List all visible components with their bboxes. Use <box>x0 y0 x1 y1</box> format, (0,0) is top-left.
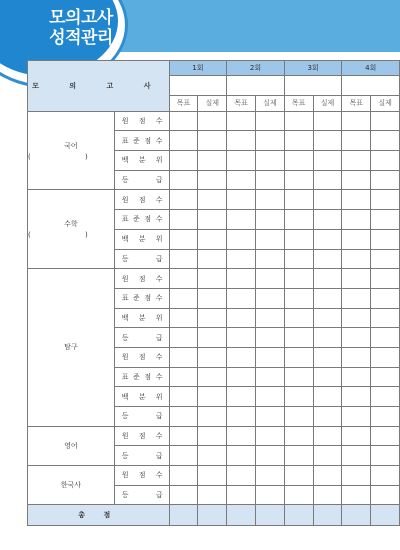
score-cell[interactable] <box>313 229 342 249</box>
score-cell[interactable] <box>342 387 371 407</box>
score-cell[interactable] <box>284 151 313 171</box>
score-cell[interactable] <box>227 269 256 289</box>
score-cell[interactable] <box>371 210 400 230</box>
score-cell[interactable] <box>284 485 313 505</box>
metric-percentile: 백 분 위 <box>114 151 169 171</box>
score-cell[interactable] <box>313 170 342 190</box>
total-cell[interactable] <box>198 505 227 526</box>
score-cell[interactable] <box>255 426 284 446</box>
grade-table <box>27 60 400 526</box>
score-cell[interactable] <box>342 170 371 190</box>
total-cell[interactable] <box>371 505 400 526</box>
score-cell[interactable] <box>255 288 284 308</box>
metric-raw: 원 점 수 <box>114 466 169 486</box>
score-cell[interactable] <box>284 466 313 486</box>
score-cell[interactable] <box>227 229 256 249</box>
score-cell[interactable] <box>227 485 256 505</box>
score-cell[interactable] <box>198 308 227 328</box>
score-cell[interactable] <box>371 308 400 328</box>
score-cell[interactable] <box>198 466 227 486</box>
score-cell[interactable] <box>227 426 256 446</box>
score-cell[interactable] <box>198 288 227 308</box>
score-cell[interactable] <box>198 407 227 427</box>
score-cell[interactable] <box>169 269 198 289</box>
score-cell[interactable] <box>169 328 198 348</box>
subject-korean-name: 국어 <box>64 141 78 150</box>
score-cell[interactable] <box>371 249 400 269</box>
metric-percentile: 백 분 위 <box>114 387 169 407</box>
score-cell[interactable] <box>313 328 342 348</box>
score-cell[interactable] <box>371 466 400 486</box>
metric-raw: 원 점 수 <box>114 111 169 131</box>
score-cell[interactable] <box>169 151 198 171</box>
score-cell[interactable] <box>169 249 198 269</box>
score-cell[interactable] <box>169 190 198 210</box>
round-4-header: 4회 <box>342 61 400 76</box>
score-cell[interactable] <box>284 288 313 308</box>
score-cell[interactable] <box>198 328 227 348</box>
metric-raw: 원 점 수 <box>114 269 169 289</box>
score-cell[interactable] <box>313 210 342 230</box>
score-cell[interactable] <box>371 485 400 505</box>
actual-header: 실제 <box>371 95 400 111</box>
score-cell[interactable] <box>313 367 342 387</box>
metric-raw: 원 점 수 <box>114 190 169 210</box>
subject-history <box>28 466 115 505</box>
score-cell[interactable] <box>169 446 198 466</box>
score-cell[interactable] <box>227 131 256 151</box>
score-cell[interactable] <box>227 387 256 407</box>
score-cell[interactable] <box>255 387 284 407</box>
score-cell[interactable] <box>342 328 371 348</box>
score-cell[interactable] <box>342 347 371 367</box>
subject-english <box>28 426 115 465</box>
score-cell[interactable] <box>227 347 256 367</box>
score-cell[interactable] <box>227 466 256 486</box>
score-cell[interactable] <box>371 111 400 131</box>
score-cell[interactable] <box>227 288 256 308</box>
score-cell[interactable] <box>342 446 371 466</box>
total-cell[interactable] <box>342 505 371 526</box>
score-cell[interactable] <box>227 308 256 328</box>
score-cell[interactable] <box>313 249 342 269</box>
score-cell[interactable] <box>198 269 227 289</box>
score-cell[interactable] <box>227 190 256 210</box>
score-cell[interactable] <box>227 249 256 269</box>
score-cell[interactable] <box>198 426 227 446</box>
subject-inquiry <box>28 269 115 427</box>
score-cell[interactable] <box>227 111 256 131</box>
score-cell[interactable] <box>342 151 371 171</box>
goal-header: 목표 <box>342 95 371 111</box>
score-cell[interactable] <box>284 347 313 367</box>
score-cell[interactable] <box>313 131 342 151</box>
score-cell[interactable] <box>198 485 227 505</box>
score-cell[interactable] <box>371 426 400 446</box>
score-cell[interactable] <box>371 131 400 151</box>
title-line-2: 성적관리 <box>49 28 113 48</box>
score-cell[interactable] <box>169 229 198 249</box>
score-cell[interactable] <box>313 308 342 328</box>
score-cell[interactable] <box>284 426 313 446</box>
score-cell[interactable] <box>371 407 400 427</box>
metric-standard: 표 준 점 수 <box>114 210 169 230</box>
score-cell[interactable] <box>227 446 256 466</box>
round-2-date-cell[interactable] <box>227 76 285 96</box>
score-cell[interactable] <box>284 131 313 151</box>
score-cell[interactable] <box>371 446 400 466</box>
round-3-date-cell[interactable] <box>284 76 342 96</box>
score-cell[interactable] <box>169 387 198 407</box>
score-cell[interactable] <box>313 426 342 446</box>
score-cell[interactable] <box>169 288 198 308</box>
metric-percentile: 백 분 위 <box>114 308 169 328</box>
page-title <box>40 8 122 48</box>
metric-grade: 등 급 <box>114 249 169 269</box>
metric-standard: 표 준 점 수 <box>114 288 169 308</box>
score-cell[interactable] <box>227 210 256 230</box>
metric-grade: 등 급 <box>114 485 169 505</box>
score-cell[interactable] <box>255 210 284 230</box>
exam-header-cell <box>28 61 170 112</box>
score-cell[interactable] <box>313 466 342 486</box>
score-cell[interactable] <box>313 407 342 427</box>
metric-standard: 표 준 점 수 <box>114 367 169 387</box>
score-cell[interactable] <box>371 367 400 387</box>
score-cell[interactable] <box>342 269 371 289</box>
score-cell[interactable] <box>169 170 198 190</box>
score-cell[interactable] <box>255 466 284 486</box>
score-cell[interactable] <box>284 269 313 289</box>
score-cell[interactable] <box>284 170 313 190</box>
score-cell[interactable] <box>169 367 198 387</box>
metric-grade: 등 급 <box>114 328 169 348</box>
goal-header: 목표 <box>227 95 256 111</box>
score-cell[interactable] <box>198 347 227 367</box>
score-cell[interactable] <box>284 407 313 427</box>
score-cell[interactable] <box>284 387 313 407</box>
score-cell[interactable] <box>371 269 400 289</box>
score-cell[interactable] <box>371 288 400 308</box>
score-cell[interactable] <box>255 485 284 505</box>
score-cell[interactable] <box>342 485 371 505</box>
score-cell[interactable] <box>342 210 371 230</box>
score-cell[interactable] <box>255 308 284 328</box>
score-cell[interactable] <box>255 347 284 367</box>
subject-math-name: 수학 <box>64 220 78 229</box>
score-cell[interactable] <box>313 485 342 505</box>
score-cell[interactable] <box>169 111 198 131</box>
goal-header: 목표 <box>169 95 198 111</box>
score-cell[interactable] <box>342 111 371 131</box>
score-cell[interactable] <box>255 367 284 387</box>
score-cell[interactable] <box>313 288 342 308</box>
score-cell[interactable] <box>169 485 198 505</box>
score-cell[interactable] <box>169 466 198 486</box>
score-cell[interactable] <box>313 269 342 289</box>
score-cell[interactable] <box>255 170 284 190</box>
subject-math-paren: ( ) <box>28 231 114 240</box>
total-cell[interactable] <box>227 505 256 526</box>
score-cell[interactable] <box>371 229 400 249</box>
score-cell[interactable] <box>198 446 227 466</box>
score-cell[interactable] <box>198 190 227 210</box>
score-cell[interactable] <box>342 249 371 269</box>
metric-percentile: 백 분 위 <box>114 229 169 249</box>
score-cell[interactable] <box>284 229 313 249</box>
score-cell[interactable] <box>227 407 256 427</box>
score-cell[interactable] <box>284 210 313 230</box>
score-cell[interactable] <box>255 269 284 289</box>
score-cell[interactable] <box>198 131 227 151</box>
subject-math <box>28 190 115 269</box>
score-cell[interactable] <box>169 426 198 446</box>
actual-header: 실제 <box>198 95 227 111</box>
score-cell[interactable] <box>342 426 371 446</box>
score-cell[interactable] <box>342 367 371 387</box>
total-cell[interactable] <box>169 505 198 526</box>
score-cell[interactable] <box>227 328 256 348</box>
score-cell[interactable] <box>371 170 400 190</box>
score-cell[interactable] <box>284 249 313 269</box>
score-cell[interactable] <box>284 308 313 328</box>
score-cell[interactable] <box>342 288 371 308</box>
score-cell[interactable] <box>255 111 284 131</box>
score-cell[interactable] <box>198 249 227 269</box>
subject-korean-paren: ( ) <box>28 152 114 161</box>
score-cell[interactable] <box>255 229 284 249</box>
goal-header: 목표 <box>284 95 313 111</box>
metric-raw: 원 점 수 <box>114 426 169 446</box>
subject-inquiry-name: 탐구 <box>64 343 78 352</box>
metric-raw: 원 점 수 <box>114 347 169 367</box>
score-cell[interactable] <box>169 131 198 151</box>
round-1-date-cell[interactable] <box>169 76 227 96</box>
score-cell[interactable] <box>313 151 342 171</box>
total-cell[interactable] <box>284 505 313 526</box>
score-cell[interactable] <box>198 229 227 249</box>
round-3-header: 3회 <box>284 61 342 76</box>
score-cell[interactable] <box>227 367 256 387</box>
round-2-header: 2회 <box>227 61 285 76</box>
score-cell[interactable] <box>342 308 371 328</box>
score-cell[interactable] <box>342 229 371 249</box>
score-cell[interactable] <box>255 407 284 427</box>
score-cell[interactable] <box>227 151 256 171</box>
score-cell[interactable] <box>255 328 284 348</box>
score-cell[interactable] <box>342 190 371 210</box>
score-cell[interactable] <box>169 347 198 367</box>
score-cell[interactable] <box>342 466 371 486</box>
score-cell[interactable] <box>255 131 284 151</box>
title-line-1: 모의고사 <box>49 8 113 28</box>
score-cell[interactable] <box>371 151 400 171</box>
score-cell[interactable] <box>342 407 371 427</box>
score-cell[interactable] <box>313 190 342 210</box>
round-4-date-cell[interactable] <box>342 76 400 96</box>
score-cell[interactable] <box>371 190 400 210</box>
total-label: 총 점 <box>28 505 170 526</box>
score-cell[interactable] <box>313 387 342 407</box>
round-1-header: 1회 <box>169 61 227 76</box>
score-cell[interactable] <box>313 111 342 131</box>
score-cell[interactable] <box>198 210 227 230</box>
score-cell[interactable] <box>198 367 227 387</box>
metric-grade: 등 급 <box>114 446 169 466</box>
score-cell[interactable] <box>255 446 284 466</box>
score-cell[interactable] <box>255 249 284 269</box>
score-cell[interactable] <box>227 170 256 190</box>
score-cell[interactable] <box>284 328 313 348</box>
subject-english-name: 영어 <box>64 441 78 450</box>
score-cell[interactable] <box>313 446 342 466</box>
score-cell[interactable] <box>284 111 313 131</box>
score-cell[interactable] <box>169 308 198 328</box>
score-cell[interactable] <box>284 446 313 466</box>
score-cell[interactable] <box>342 131 371 151</box>
metric-grade: 등 급 <box>114 170 169 190</box>
score-cell[interactable] <box>371 328 400 348</box>
actual-header: 실제 <box>255 95 284 111</box>
score-cell[interactable] <box>313 347 342 367</box>
score-cell[interactable] <box>284 367 313 387</box>
exam-header-label: 모 의 고 사 <box>32 81 165 90</box>
total-cell[interactable] <box>255 505 284 526</box>
score-cell[interactable] <box>255 151 284 171</box>
metric-grade: 등 급 <box>114 407 169 427</box>
score-cell[interactable] <box>255 190 284 210</box>
total-cell[interactable] <box>313 505 342 526</box>
score-cell[interactable] <box>169 407 198 427</box>
score-cell[interactable] <box>198 170 227 190</box>
score-cell[interactable] <box>169 210 198 230</box>
actual-header: 실제 <box>313 95 342 111</box>
score-cell[interactable] <box>371 387 400 407</box>
score-cell[interactable] <box>284 190 313 210</box>
score-cell[interactable] <box>198 151 227 171</box>
score-cell[interactable] <box>371 347 400 367</box>
score-cell[interactable] <box>198 387 227 407</box>
subject-korean <box>28 111 115 190</box>
subject-history-name: 한국사 <box>60 481 81 490</box>
score-cell[interactable] <box>198 111 227 131</box>
metric-standard: 표 준 점 수 <box>114 131 169 151</box>
